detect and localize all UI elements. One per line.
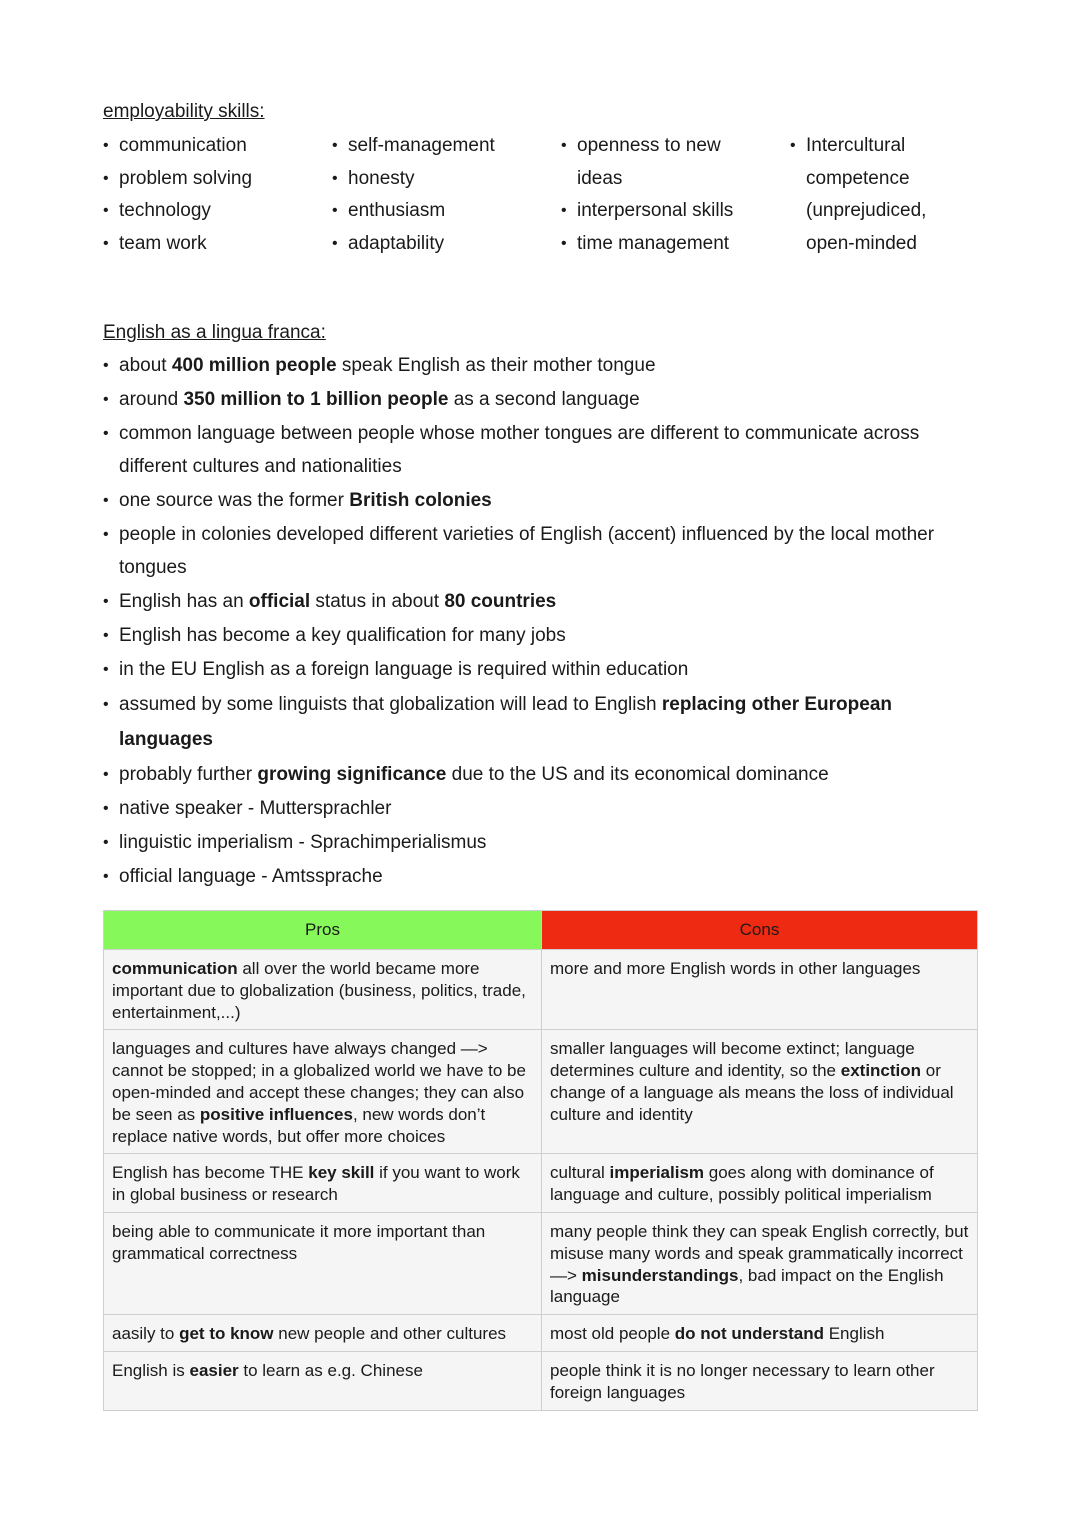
skill-item: • honesty: [332, 163, 561, 196]
lingua-franca-item: • one source was the former British colonies: [103, 484, 978, 517]
lingua-franca-item: • in the EU English as a foreign language is required within education: [103, 653, 978, 686]
cons-cell: cultural imperialism goes along with dominance of language and culture, possibly political imperialism: [542, 1154, 978, 1213]
lingua-franca-item: • about 400 million people speak English as their mother tongue: [103, 349, 978, 382]
cons-cell: people think it is no longer necessary to learn other foreign languages: [542, 1351, 978, 1410]
skills-col-2: [332, 130, 561, 260]
cons-cell: smaller languages will become extinct; language determines culture and identity, so the extinction or change of a language als means the loss of individual culture and identity: [542, 1030, 978, 1154]
cons-cell: more and more English words in other languages: [542, 950, 978, 1030]
pros-cell: English is easier to learn as e.g. Chinese: [104, 1351, 542, 1410]
pros-cell: languages and cultures have always changed —> cannot be stopped; in a globalized world we have to be open-minded and accept these changes; they can also be seen as positive influences, new words don’t replace native words, but offer more choices: [104, 1030, 542, 1154]
cons-cell: many people think they can speak English correctly, but misuse many words and speak grammatically incorrect —> misunderstandings, bad impact on the English language: [542, 1212, 978, 1314]
skills-col-4: [790, 130, 978, 260]
pros-cell: communication all over the world became more important due to globalization (business, politics, trade, entertainment,...): [104, 950, 542, 1030]
table-row: [104, 1351, 978, 1410]
cons-header: Cons: [542, 911, 978, 950]
pros-cons-body: [104, 950, 978, 1411]
skill-item: • problem solving: [103, 163, 332, 196]
lingua-franca-heading: English as a lingua franca:: [103, 322, 326, 343]
lingua-franca-item: • English has an official status in about 80 countries: [103, 585, 978, 618]
table-row: [104, 1315, 978, 1352]
skills-columns: [103, 130, 978, 260]
skill-item: • technology: [103, 195, 332, 228]
lingua-franca-item: • common language between people whose mother tongues are different to communicate across different cultures and nationalities: [103, 417, 978, 483]
pros-cons-table: [103, 910, 978, 1411]
skill-item: • Intercultural: [790, 130, 978, 163]
lingua-franca-item: • native speaker - Muttersprachler: [103, 792, 978, 825]
skill-item: • time management: [561, 228, 790, 261]
table-header-row: [104, 911, 978, 950]
pros-cell: English has become THE key skill if you want to work in global business or research: [104, 1154, 542, 1213]
skills-col-3: [561, 130, 790, 260]
table-row: [104, 1154, 978, 1213]
skill-item: • communication: [103, 130, 332, 163]
skill-item: • self-management: [332, 130, 561, 163]
lingua-franca-item: • around 350 million to 1 billion people as a second language: [103, 383, 978, 416]
employability-heading: employability skills:: [103, 101, 265, 122]
skill-item: ideas: [577, 167, 623, 189]
skill-item: • interpersonal skills: [561, 195, 790, 228]
table-row: [104, 1212, 978, 1314]
lingua-franca-item: • official language - Amtssprache: [103, 860, 978, 893]
cons-cell: most old people do not understand English: [542, 1315, 978, 1352]
lingua-franca-list: [103, 349, 978, 893]
document-page: [103, 98, 978, 894]
pros-cell: aasily to get to know new people and other cultures: [104, 1315, 542, 1352]
skill-item: • enthusiasm: [332, 195, 561, 228]
skill-item: open-minded: [806, 232, 917, 254]
skill-item: • adaptability: [332, 228, 561, 261]
skills-col-1: [103, 130, 332, 260]
skill-item: • team work: [103, 228, 332, 261]
table-row: [104, 950, 978, 1030]
skill-item: (unprejudiced,: [806, 200, 927, 221]
lingua-franca-item: • assumed by some linguists that globalization will lead to English replacing other European languages: [103, 687, 978, 757]
skill-item: competence: [806, 167, 910, 189]
skill-item: • openness to new: [561, 130, 790, 163]
lingua-franca-item: • probably further growing significance due to the US and its economical dominance: [103, 758, 978, 791]
pros-header: Pros: [104, 911, 542, 950]
table-row: [104, 1030, 978, 1154]
lingua-franca-item: • English has become a key qualification for many jobs: [103, 619, 978, 652]
pros-cell: being able to communicate it more important than grammatical correctness: [104, 1212, 542, 1314]
lingua-franca-item: • people in colonies developed different varieties of English (accent) influenced by the local mother tongues: [103, 518, 978, 584]
lingua-franca-item: • linguistic imperialism - Sprachimperialismus: [103, 826, 978, 859]
